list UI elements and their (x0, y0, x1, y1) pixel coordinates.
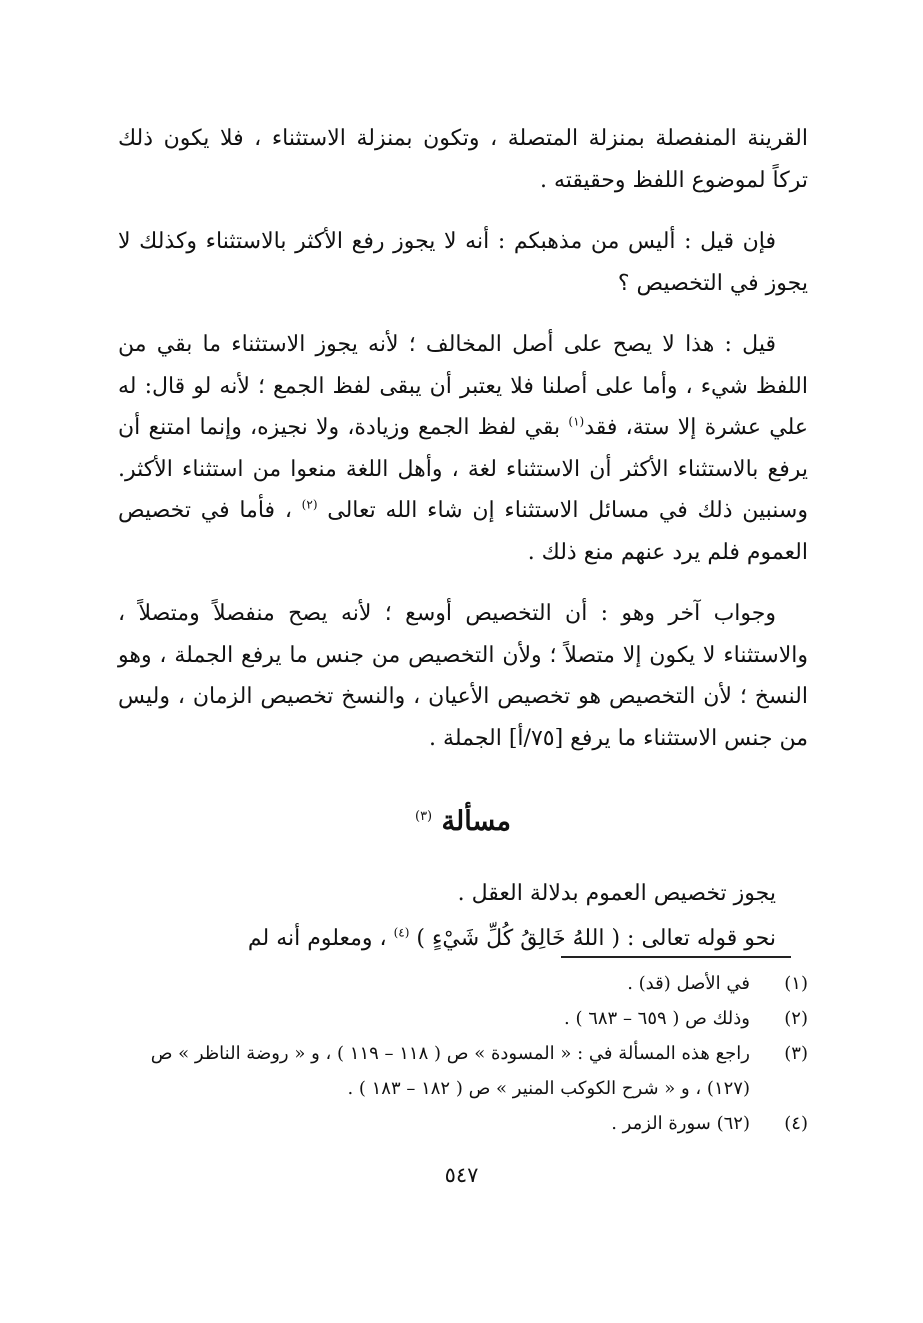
footnote-3 (118, 1036, 808, 1106)
footnote-4-text: (٦٢) سورة الزمر . (611, 1113, 750, 1134)
section-heading (118, 801, 808, 843)
footnotes (118, 966, 808, 1141)
paragraph-3 (118, 324, 808, 573)
footnote-2-number: (٢) (784, 1008, 808, 1029)
paragraph-2 (118, 221, 808, 304)
section-heading-text: مسألة (441, 806, 512, 837)
paragraph-3-text-a: قيل : هذا لا يصح على أصل المخالف ؛ لأنه يجوز الاستثناء ما بقي من اللفظ شيء ، وأما على أصلنا فلا يعتبر أن يبقى لفظ الجمع ؛ لأنه لو قال: له علي عشرة إلا ستة، فقد (118, 332, 808, 440)
paragraph-2-text: فإن قيل : أليس من مذهبكم : أنه لا يجوز رفع الأكثر بالاستثناء وكذلك لا يجوز في التخصيص ؟ (118, 229, 808, 296)
footnote-ref-4: (٤) (393, 925, 410, 940)
paragraph-3-text-b: بقي لفظ الجمع وزيادة، ولا نجيزه، وإنما امتنع أن يرفع بالاستثناء الأكثر أن الاستثناء لغة ، وأهل اللغة منعوا من استثناء الأكثر. وسنبين ذلك في مسائل الاستثناء إن شاء الله تعالى (118, 415, 808, 523)
footnote-1-number: (١) (784, 973, 808, 994)
footnote-3-number: (٣) (784, 1043, 808, 1064)
page-number: ٥٤٧ (444, 1163, 479, 1187)
paragraph-1 (118, 118, 808, 201)
main-text (118, 118, 808, 980)
paragraph-6 (118, 918, 808, 960)
paragraph-4 (118, 593, 808, 759)
footnote-separator (561, 956, 791, 958)
paragraph-4-text: وجواب آخر وهو : أن التخصيص أوسع ؛ لأنه يصح منفصلاً ومتصلاً ، والاستثناء لا يكون إلا متصلاً ؛ ولأن التخصيص من جنس ما يرفع الجملة ، وهو النسخ ؛ لأن التخصيص هو تخصيص الأعيان ، والنسخ تخصيص الزمان ، وليس من جنس الاستثناء ما يرفع [٧٥/أ] الجملة . (118, 601, 808, 751)
footnote-1 (118, 966, 808, 1001)
footnote-ref-2: (٢) (301, 497, 318, 512)
footnote-4 (118, 1106, 808, 1141)
footnote-ref-1: (١) (568, 414, 585, 429)
footnote-2 (118, 1001, 808, 1036)
paragraph-1-text: القرينة المنفصلة بمنزلة المتصلة ، وتكون بمنزلة الاستثناء ، فلا يكون ذلك تركاً لموضوع اللفظ وحقيقته . (118, 126, 808, 193)
footnote-2-text: وذلك ص ( ٦٥٩ – ٦٨٣ ) . (564, 1008, 750, 1029)
footnote-4-number: (٤) (784, 1113, 808, 1134)
paragraph-6-text-a: نحو قوله تعالى : ( اللهُ خَالِقُ كُلِّ شَيْءٍ ) (409, 926, 776, 951)
footnote-3-text: راجع هذه المسألة في : « المسودة » ص ( ١١٨ – ١١٩ ) ، و « روضة الناظر » ص (١٢٧) ، و « شرح الكوكب المنير » ص ( ١٨٢ – ١٨٣ ) . (150, 1043, 750, 1099)
paragraph-3-text-c: ، فأما في تخصيص العموم فلم يرد عنهم منع ذلك . (118, 498, 808, 565)
footnote-ref-3: (٣) (414, 809, 433, 824)
paragraph-5 (118, 873, 808, 915)
paragraph-6-text-b: ، ومعلوم أنه لم (247, 926, 394, 951)
paragraph-5-text: يجوز تخصيص العموم بدلالة العقل . (457, 880, 776, 906)
footnote-1-text: في الأصل (قد) . (627, 973, 750, 994)
